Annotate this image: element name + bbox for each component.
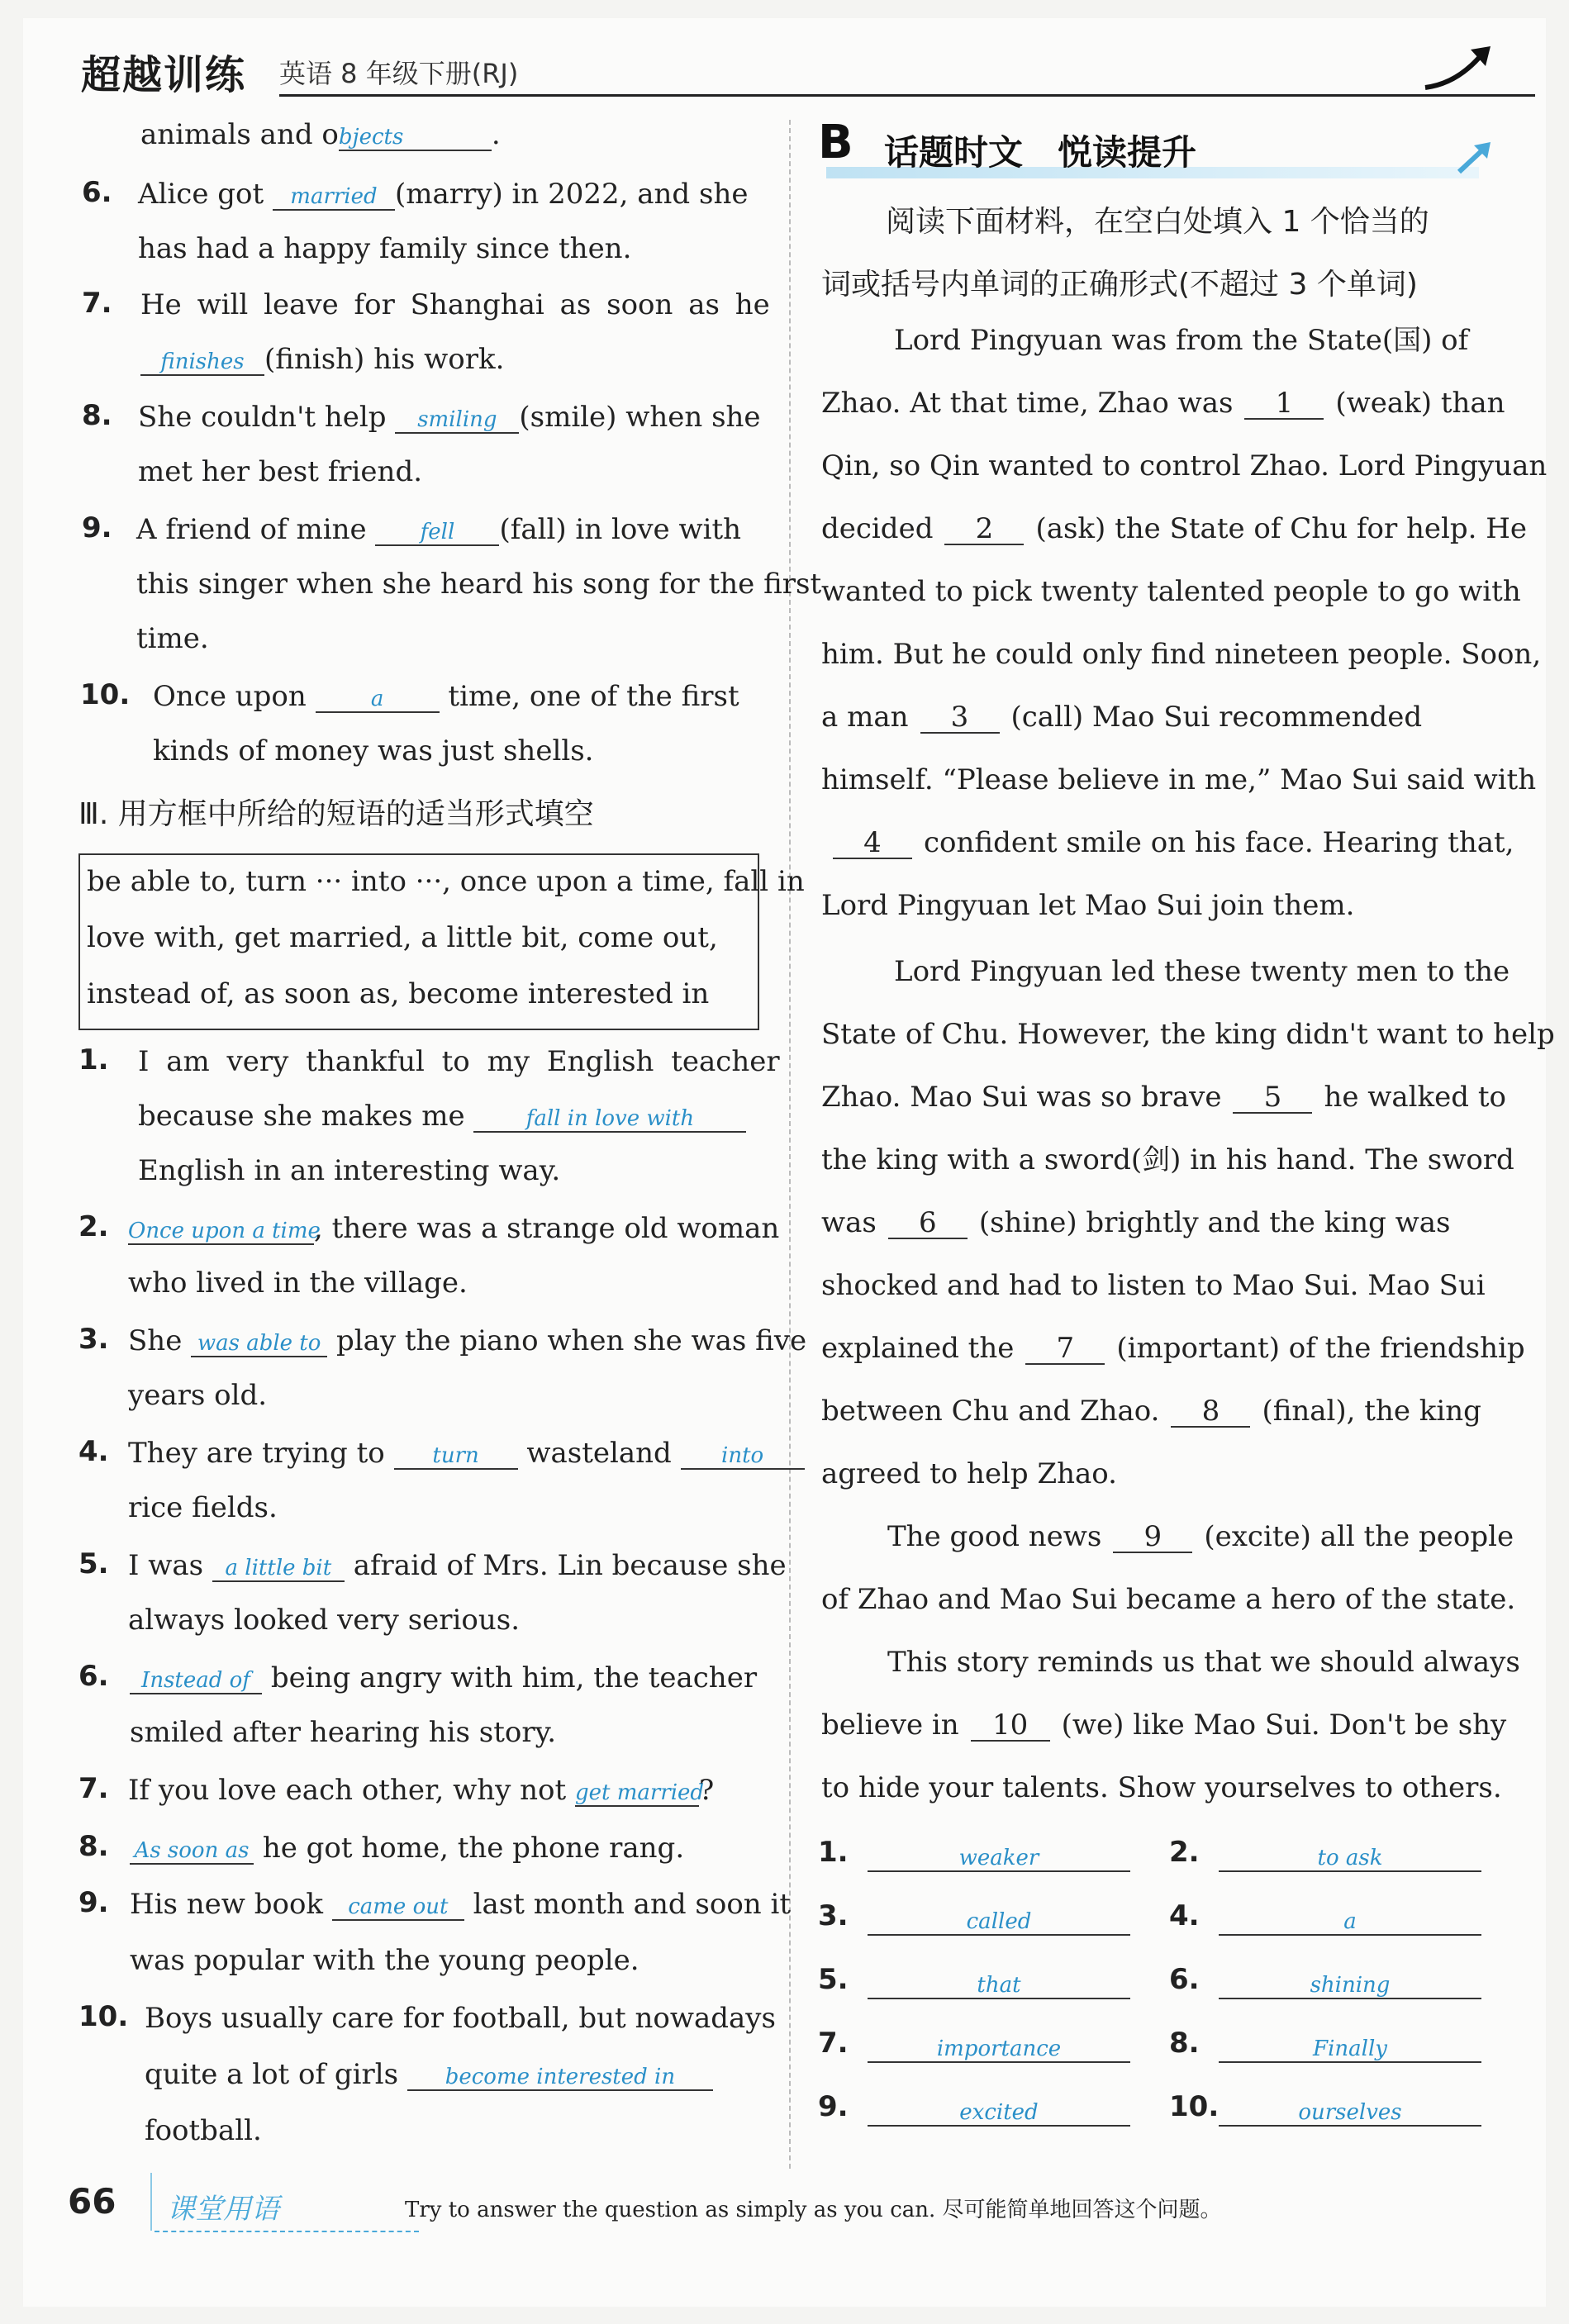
sentence-line: [153, 680, 739, 713]
text: Zhao. Mao Sui was so brave: [821, 1081, 1222, 1114]
brand-title: 超越训练: [81, 52, 247, 98]
text: If you love each other, why not: [128, 1774, 567, 1807]
passage-line: agreed to help Zhao.: [821, 1457, 1117, 1490]
answer-value: that: [868, 1973, 1130, 1999]
passage-line: [821, 387, 1505, 420]
answer-value: importance: [868, 2036, 1130, 2063]
answer-blank: fell: [375, 520, 499, 546]
sentence-line: football.: [145, 2114, 262, 2147]
answer-number: 6.: [1169, 1963, 1200, 1996]
answer-blank: Once upon a time: [128, 1219, 321, 1243]
answer-blank: fall in love with: [473, 1106, 746, 1133]
sentence-line: rice fields.: [128, 1491, 278, 1524]
sentence-line: [145, 2058, 713, 2091]
footer-label: 课堂用语: [167, 2193, 279, 2226]
page-footer: [68, 2181, 1489, 2247]
text: (ask) the State of Chu for help. He: [1035, 512, 1528, 545]
answer-blank: was able to: [191, 1331, 327, 1357]
sentence-line: this singer when she heard his song for the first: [136, 568, 822, 601]
passage-line: shocked and had to listen to Mao Sui. Mao Sui: [821, 1269, 1486, 1302]
instruction-line: 阅读下面材料，在空白处填入 1 个恰当的: [886, 205, 1429, 239]
text: he got home, the phone rang.: [262, 1832, 685, 1865]
section-title: 话题时文 悦读提升: [884, 132, 1197, 173]
item-number: 2.: [78, 1210, 109, 1243]
text: Once upon: [153, 680, 307, 713]
text: Alice got: [138, 178, 264, 211]
passage-line: Lord Pingyuan let Mao Sui join them.: [821, 889, 1355, 922]
text: confident smile on his face. Hearing that,: [924, 826, 1514, 859]
text: decided: [821, 512, 934, 545]
answer-blank: a: [316, 687, 440, 713]
sentence-line: I am very thankful to my English teacher: [138, 1045, 780, 1078]
text: time, one of the first: [448, 680, 739, 713]
answer-blank: smiling: [395, 407, 519, 434]
answer-blank: turn: [394, 1443, 518, 1470]
passage-line: [821, 1395, 1481, 1428]
text: She: [128, 1324, 183, 1357]
item-number: 4.: [78, 1435, 109, 1468]
text: A friend of mine: [136, 513, 367, 546]
passage-line: [821, 1081, 1506, 1114]
arrow-up-icon: [1454, 139, 1495, 177]
passage-line: This story reminds us that we should always: [887, 1646, 1520, 1679]
continued-line: [140, 118, 501, 151]
text: (call) Mao Sui recommended: [1010, 701, 1423, 734]
answer-item: [818, 1899, 1148, 1941]
sentence-line: who lived in the village.: [128, 1267, 468, 1300]
answer-value: weaker: [868, 1846, 1130, 1872]
item-number: 10.: [80, 678, 131, 711]
answer-item: [1169, 1836, 1500, 1877]
answer-blank: bjects: [339, 125, 492, 151]
answer-blank: become interested in: [407, 2065, 713, 2091]
answer-number: 9.: [818, 2090, 849, 2123]
text: , there was a strange old woman: [314, 1212, 780, 1245]
answer-blank: get married: [574, 1780, 705, 1805]
text: (marry) in 2022, and she: [394, 178, 749, 211]
passage-line: [821, 1332, 1525, 1365]
sentence-line: [128, 1549, 787, 1582]
text: play the piano when she was five: [335, 1324, 807, 1357]
sentence-line: [130, 1661, 757, 1694]
text: They are trying to: [128, 1437, 385, 1470]
text: a man: [821, 701, 909, 734]
header-rule: [279, 94, 1535, 97]
text: afraid of Mrs. Lin because she: [353, 1549, 787, 1582]
passage-line: Lord Pingyuan led these twenty men to the: [894, 955, 1510, 988]
item-number: 8.: [78, 1830, 109, 1863]
answer-value: to ask: [1219, 1846, 1481, 1872]
passage-line: [821, 701, 1422, 734]
passage-line: Lord Pingyuan was from the State(国) of: [894, 324, 1469, 357]
answer-value: a: [1219, 1909, 1481, 1936]
answer-item: [1169, 2027, 1500, 2068]
answer-blank: finishes: [140, 349, 264, 376]
sentence-line: years old.: [128, 1379, 268, 1412]
passage-line: State of Chu. However, the king didn't want to help: [821, 1018, 1555, 1051]
sentence-line: [128, 1212, 779, 1245]
text: (smile) when she: [519, 401, 761, 434]
item-number: 9.: [78, 1886, 109, 1919]
answer-item: [818, 2090, 1148, 2132]
text: (we) like Mao Sui. Don't be shy: [1061, 1709, 1507, 1742]
text: quite a lot of girls: [145, 2058, 399, 2091]
page-header: [81, 43, 1502, 101]
numbered-blank: 5: [1233, 1082, 1312, 1114]
sentence-line: English in an interesting way.: [138, 1154, 561, 1187]
instruction-line: 词或括号内单词的正确形式(不超过 3 个单词): [821, 268, 1418, 302]
passage-line: to hide your talents. Show yourselves to others.: [821, 1771, 1502, 1804]
phrase-line: be able to, turn ··· into ···, once upon a time, fall in: [87, 865, 805, 898]
answer-value: excited: [868, 2100, 1130, 2127]
text: was: [821, 1206, 877, 1239]
sentence-line: [128, 1774, 714, 1807]
sentence-line: [130, 1888, 791, 1921]
numbered-blank: 1: [1244, 388, 1324, 420]
answer-blank: married: [273, 184, 395, 211]
text: She couldn't help: [138, 401, 387, 434]
passage-line: [821, 826, 1514, 859]
passage-line: [821, 1206, 1451, 1239]
answer-item: [1169, 2090, 1500, 2132]
answer-value: shining: [1219, 1973, 1481, 1999]
item-number: 5.: [78, 1547, 109, 1580]
footer-underline: [155, 2231, 419, 2232]
sentence-line: kinds of money was just shells.: [153, 734, 594, 768]
section-letter: B: [818, 116, 853, 169]
item-number: 8.: [82, 399, 112, 432]
phrase-line: love with, get married, a little bit, come out,: [87, 921, 718, 954]
sentence-line: smiled after hearing his story.: [130, 1716, 557, 1749]
numbered-blank: 4: [833, 828, 912, 859]
answer-number: 2.: [1169, 1836, 1200, 1869]
text: last month and soon it: [473, 1888, 792, 1921]
answer-item: [818, 2027, 1148, 2068]
sentence-line: Boys usually care for football, but nowadays: [145, 2002, 776, 2035]
numbered-blank: 9: [1113, 1522, 1192, 1553]
item-number: 1.: [78, 1043, 109, 1076]
answer-item: [1169, 1963, 1500, 2004]
text: explained the: [821, 1332, 1015, 1365]
numbered-blank: 7: [1025, 1333, 1105, 1365]
sentence-line: [128, 1324, 806, 1357]
text: (fall) in love with: [499, 513, 742, 546]
answer-blank: a little bit: [212, 1556, 345, 1582]
item-number: 10.: [78, 2000, 129, 2033]
text: (important) of the friendship: [1116, 1332, 1525, 1365]
answer-blank: into: [681, 1443, 805, 1470]
text: .: [491, 118, 501, 151]
numbered-blank: 6: [888, 1208, 968, 1239]
passage-line: [887, 1520, 1514, 1553]
text: (excite) all the people: [1204, 1520, 1514, 1553]
page-number: 66: [68, 2181, 116, 2222]
column-divider: [789, 120, 791, 2169]
numbered-blank: 8: [1171, 1396, 1250, 1428]
sentence-line: [130, 1832, 684, 1865]
sentence-line: time.: [136, 622, 209, 655]
book-subtitle: 英语 8 年级下册(RJ): [279, 58, 519, 89]
text: (weak) than: [1335, 387, 1505, 420]
text: believe in: [821, 1709, 959, 1742]
sentence-line: [138, 178, 748, 211]
text: Zhao. At that time, Zhao was: [821, 387, 1234, 420]
answer-number: 1.: [818, 1836, 849, 1869]
sentence-line: [140, 343, 504, 376]
numbered-blank: 3: [920, 702, 1000, 734]
answer-number: 7.: [818, 2027, 849, 2060]
answer-value: called: [868, 1909, 1130, 1936]
answer-blank: Instead of: [130, 1668, 262, 1694]
sentence-line: [136, 513, 741, 546]
sentence-line: He will leave for Shanghai as soon as he: [140, 288, 770, 321]
text: The good news: [887, 1520, 1102, 1553]
section-b-header: [818, 116, 1504, 190]
answer-blank: As soon as: [130, 1838, 254, 1865]
text: (finish) his work.: [264, 343, 505, 376]
answer-number: 4.: [1169, 1899, 1200, 1932]
sentence-line: [138, 1100, 746, 1133]
item-number: 6.: [82, 176, 112, 209]
sentence-line: [128, 1437, 805, 1470]
passage-line: [821, 512, 1527, 545]
item-number: 3.: [78, 1323, 109, 1356]
answer-item: [818, 1963, 1148, 2004]
passage-line: of Zhao and Mao Sui became a hero of the state.: [821, 1583, 1516, 1616]
numbered-blank: 2: [944, 514, 1024, 545]
part3-heading: Ⅲ. 用方框中所给的短语的适当形式填空: [78, 797, 594, 831]
numbered-blank: 10: [971, 1710, 1050, 1742]
text: (final), the king: [1262, 1395, 1481, 1428]
answer-value: Finally: [1219, 2036, 1481, 2063]
phrase-line: instead of, as soon as, become interested in: [87, 977, 710, 1010]
text: being angry with him, the teacher: [270, 1661, 758, 1694]
sentence-line: has had a happy family since then.: [138, 232, 632, 265]
text: ?: [698, 1774, 715, 1807]
text: between Chu and Zhao.: [821, 1395, 1160, 1428]
answer-number: 3.: [818, 1899, 849, 1932]
text: His new book: [130, 1888, 324, 1921]
passage-line: the king with a sword(剑) in his hand. The sword: [821, 1143, 1514, 1176]
passage-line: Qin, so Qin wanted to control Zhao. Lord Pingyuan: [821, 449, 1548, 482]
text: animals and o: [140, 118, 339, 151]
passage-line: wanted to pick twenty talented people to go with: [821, 575, 1521, 608]
answer-blank: came out: [332, 1894, 464, 1921]
passage-line: [821, 1709, 1506, 1742]
answer-value: ourselves: [1219, 2100, 1481, 2127]
sentence-line: was popular with the young people.: [130, 1944, 639, 1977]
passage-line: him. But he could only find nineteen people. Soon,: [821, 638, 1542, 671]
text: he walked to: [1324, 1081, 1506, 1114]
item-number: 7.: [78, 1772, 109, 1805]
text: I was: [128, 1549, 204, 1582]
swoosh-arrow-icon: [1421, 38, 1495, 96]
item-number: 9.: [82, 511, 112, 544]
sentence-line: [138, 401, 761, 434]
item-number: 6.: [78, 1660, 109, 1693]
sentence-line: met her best friend.: [138, 455, 423, 488]
answer-number: 8.: [1169, 2027, 1200, 2060]
phrase-box: [78, 853, 805, 1030]
text: wasteland: [526, 1437, 672, 1470]
answer-number: 10.: [1169, 2090, 1220, 2123]
item-number: 7.: [82, 287, 112, 320]
text: (shine) brightly and the king was: [978, 1206, 1451, 1239]
sentence-line: always looked very serious.: [128, 1604, 521, 1637]
passage-line: himself. “Please believe in me,” Mao Sui said with: [821, 763, 1537, 796]
classroom-phrase: Try to answer the question as simply as you can. 尽可能简单地回答这个问题。: [405, 2198, 1222, 2222]
answer-item: [818, 1836, 1148, 1877]
footer-divider: [150, 2173, 152, 2231]
answer-item: [1169, 1899, 1500, 1941]
text: because she makes me: [138, 1100, 465, 1133]
answer-number: 5.: [818, 1963, 849, 1996]
